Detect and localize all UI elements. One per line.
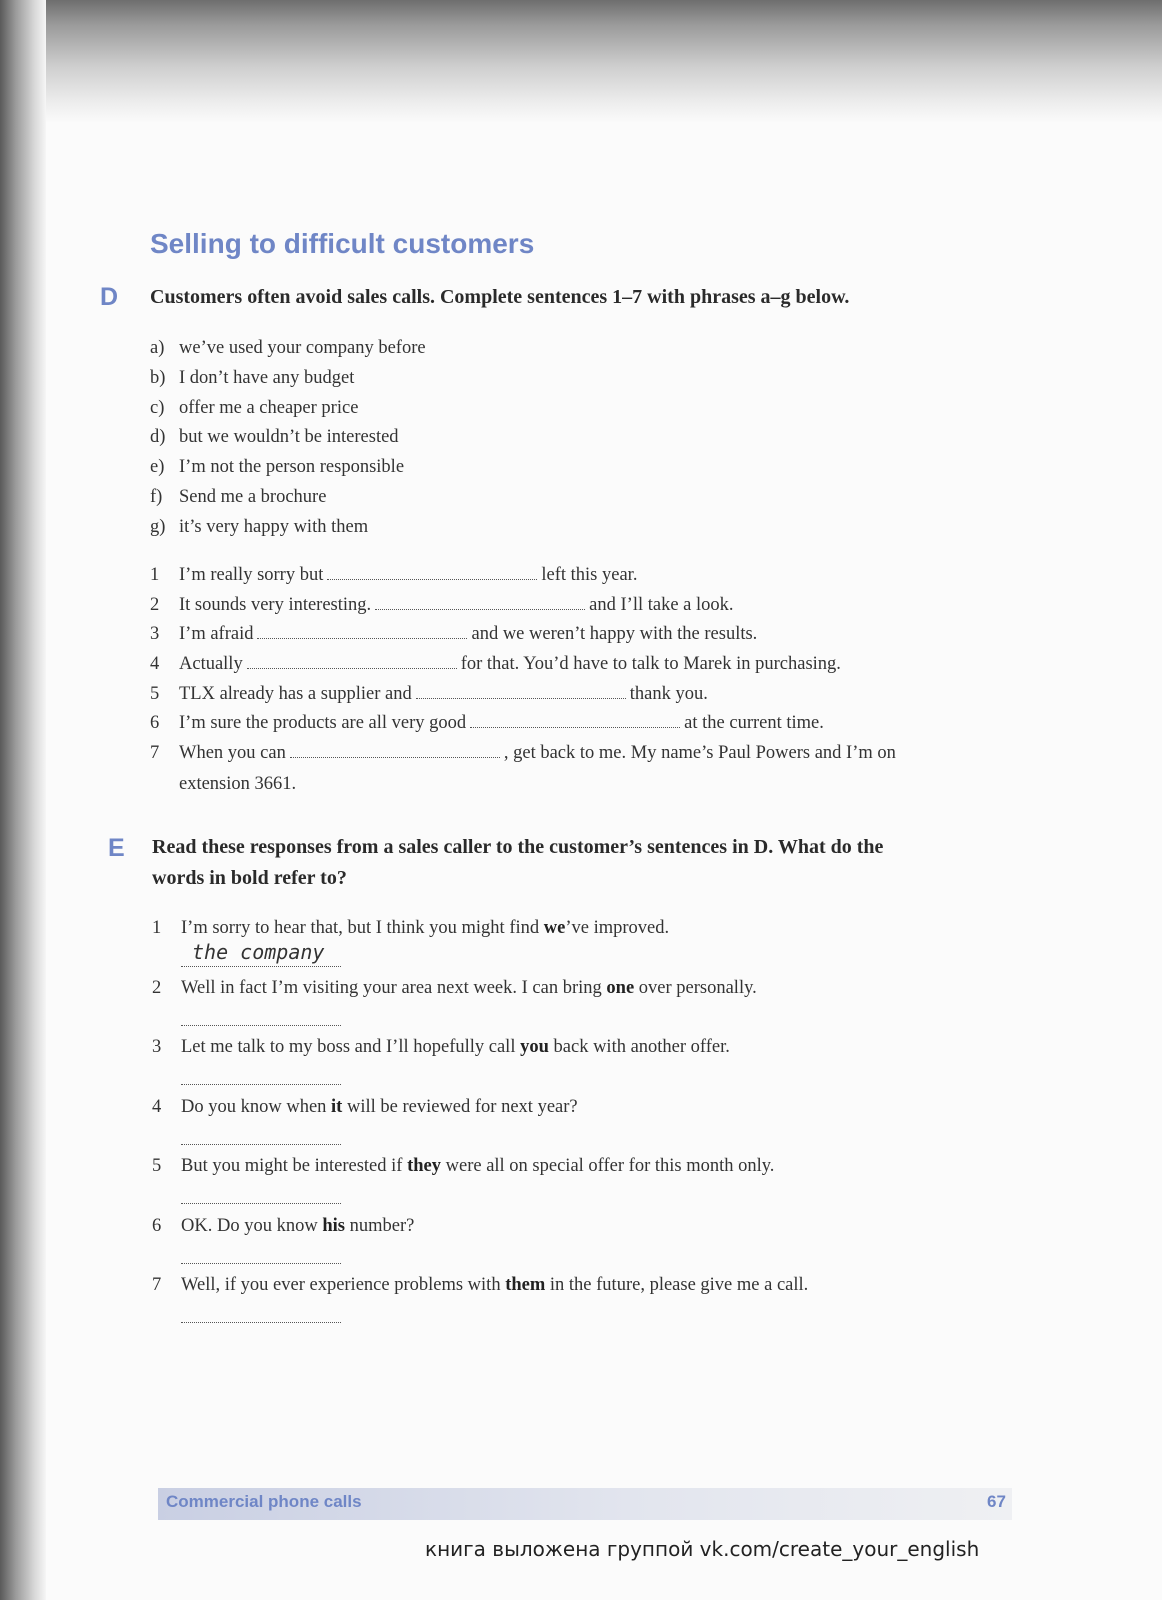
phrase-item <box>150 455 404 479</box>
sentence-after: left this year. <box>541 565 638 585</box>
sentence-number: 2 <box>150 595 160 615</box>
phrase-item <box>150 396 358 420</box>
page-title: Selling to difficult customers <box>150 228 535 259</box>
sentence-before: I’m really sorry but <box>179 565 324 585</box>
phrase-text: I’m not the person responsible <box>179 457 405 477</box>
response-before: Well in fact I’m visiting your area next week. I can bring <box>181 978 607 998</box>
response-after: back with another offer. <box>548 1037 730 1057</box>
phrase-item <box>150 425 399 449</box>
sentence-after: and we weren’t happy with the results. <box>471 624 758 644</box>
response-bold-word: his <box>322 1216 345 1236</box>
phrase-label: f) <box>150 487 163 507</box>
sentence-after: and I’ll take a look. <box>589 595 734 615</box>
section-d-letter: D <box>100 283 119 311</box>
sentence-number: 4 <box>150 654 160 674</box>
response-number: 4 <box>152 1097 162 1117</box>
sentence-after: , get back to me. My name’s Paul Powers and I’m on <box>503 743 896 763</box>
answer-blank[interactable] <box>470 713 680 728</box>
response-number: 3 <box>152 1037 162 1057</box>
sentence-item <box>150 682 708 706</box>
answer-blank[interactable] <box>290 743 500 758</box>
answer-line[interactable] <box>181 1025 341 1026</box>
response-bold-word: it <box>331 1097 343 1117</box>
sentence-item <box>150 622 757 646</box>
response-item <box>152 1154 774 1178</box>
phrase-label: c) <box>150 398 165 418</box>
phrase-item <box>150 366 354 390</box>
scan-shadow-top <box>0 0 1162 122</box>
response-before: OK. Do you know <box>181 1216 323 1236</box>
response-after: were all on special offer for this month only. <box>441 1156 775 1176</box>
phrase-text: but we wouldn’t be interested <box>179 427 399 447</box>
response-number: 6 <box>152 1216 162 1236</box>
sentence-before: I’m sure the products are all very good <box>179 713 467 733</box>
sentence-item <box>150 652 841 676</box>
section-e-instruction-line2: words in bold refer to? <box>152 867 347 889</box>
answer-line[interactable] <box>181 966 341 967</box>
answer-line[interactable] <box>181 1144 341 1145</box>
response-bold-word: them <box>505 1275 546 1295</box>
response-number: 2 <box>152 978 162 998</box>
response-number: 5 <box>152 1156 162 1176</box>
sentence-number: 7 <box>150 743 160 763</box>
phrase-label: e) <box>150 457 165 477</box>
response-bold-word: one <box>606 978 635 998</box>
sentence-before: Actually <box>179 654 243 674</box>
answer-line[interactable] <box>181 1263 341 1264</box>
credit-watermark: книга выложена группой vk.com/create_your_english <box>425 1537 980 1561</box>
response-before: Well, if you ever experience problems with <box>181 1275 506 1295</box>
response-after: ’ve improved. <box>565 918 670 938</box>
response-item <box>152 1273 808 1297</box>
response-item <box>152 1035 730 1059</box>
response-bold-word: you <box>520 1037 549 1057</box>
response-after: will be reviewed for next year? <box>342 1097 578 1117</box>
sentence-number: 5 <box>150 684 160 704</box>
sentence-number: 1 <box>150 565 160 585</box>
response-before: But you might be interested if <box>181 1156 408 1176</box>
scan-shadow-left <box>0 0 46 1600</box>
page-number: 67 <box>987 1492 1006 1511</box>
phrase-item <box>150 515 368 539</box>
response-bold-word: they <box>407 1156 441 1176</box>
phrase-text: we’ve used your company before <box>179 338 426 358</box>
phrase-text: it’s very happy with them <box>179 517 369 537</box>
footer-section-title: Commercial phone calls <box>166 1492 362 1511</box>
response-item <box>152 916 669 940</box>
answer-blank[interactable] <box>375 595 585 610</box>
sentence-before: It sounds very interesting. <box>179 595 372 615</box>
response-before: Do you know when <box>181 1097 332 1117</box>
sentence-before: I’m afraid <box>179 624 254 644</box>
section-e-instruction-line1: Read these responses from a sales caller to the customer’s sentences in D. What do the <box>152 836 884 858</box>
handwritten-answer: the company <box>192 940 325 964</box>
sentence-number: 3 <box>150 624 160 644</box>
response-item <box>152 976 757 1000</box>
phrase-label: g) <box>150 517 166 537</box>
response-item <box>152 1095 578 1119</box>
phrase-text: I don’t have any budget <box>179 368 355 388</box>
sentence-after: for that. You’d have to talk to Marek in purchasing. <box>460 654 841 674</box>
section-d-instruction: Customers often avoid sales calls. Complete sentences 1–7 with phrases a–g below. <box>150 286 850 308</box>
response-after: in the future, please give me a call. <box>545 1275 809 1295</box>
response-before: Let me talk to my boss and I’ll hopefully call <box>181 1037 521 1057</box>
answer-blank[interactable] <box>247 654 457 669</box>
phrase-label: d) <box>150 427 166 447</box>
answer-line[interactable] <box>181 1322 341 1323</box>
sentence-number: 6 <box>150 713 160 733</box>
phrase-item <box>150 336 426 360</box>
answer-line[interactable] <box>181 1084 341 1085</box>
sentence-before: TLX already has a supplier and <box>179 684 412 704</box>
phrase-text: offer me a cheaper price <box>179 398 359 418</box>
response-item <box>152 1214 414 1238</box>
sentence-before: When you can <box>179 743 286 763</box>
response-after: number? <box>344 1216 415 1236</box>
response-before: I’m sorry to hear that, but I think you might find <box>181 918 544 938</box>
sentence-item <box>150 741 896 765</box>
answer-blank[interactable] <box>416 684 626 699</box>
sentence-item <box>150 711 824 735</box>
phrase-label: a) <box>150 338 165 358</box>
section-e-letter: E <box>108 834 125 862</box>
answer-blank[interactable] <box>257 624 467 639</box>
sentence-continuation: extension 3661. <box>179 774 297 794</box>
answer-line[interactable] <box>181 1203 341 1204</box>
response-number: 7 <box>152 1275 162 1295</box>
response-after: over personally. <box>634 978 757 998</box>
response-number: 1 <box>152 918 162 938</box>
answer-blank[interactable] <box>327 565 537 580</box>
sentence-after: at the current time. <box>684 713 824 733</box>
phrase-item <box>150 485 326 509</box>
phrase-label: b) <box>150 368 166 388</box>
phrase-text: Send me a brochure <box>179 487 327 507</box>
sentence-after: thank you. <box>629 684 708 704</box>
sentence-item <box>150 593 734 617</box>
response-bold-word: we <box>543 918 566 938</box>
sentence-item <box>150 563 637 587</box>
